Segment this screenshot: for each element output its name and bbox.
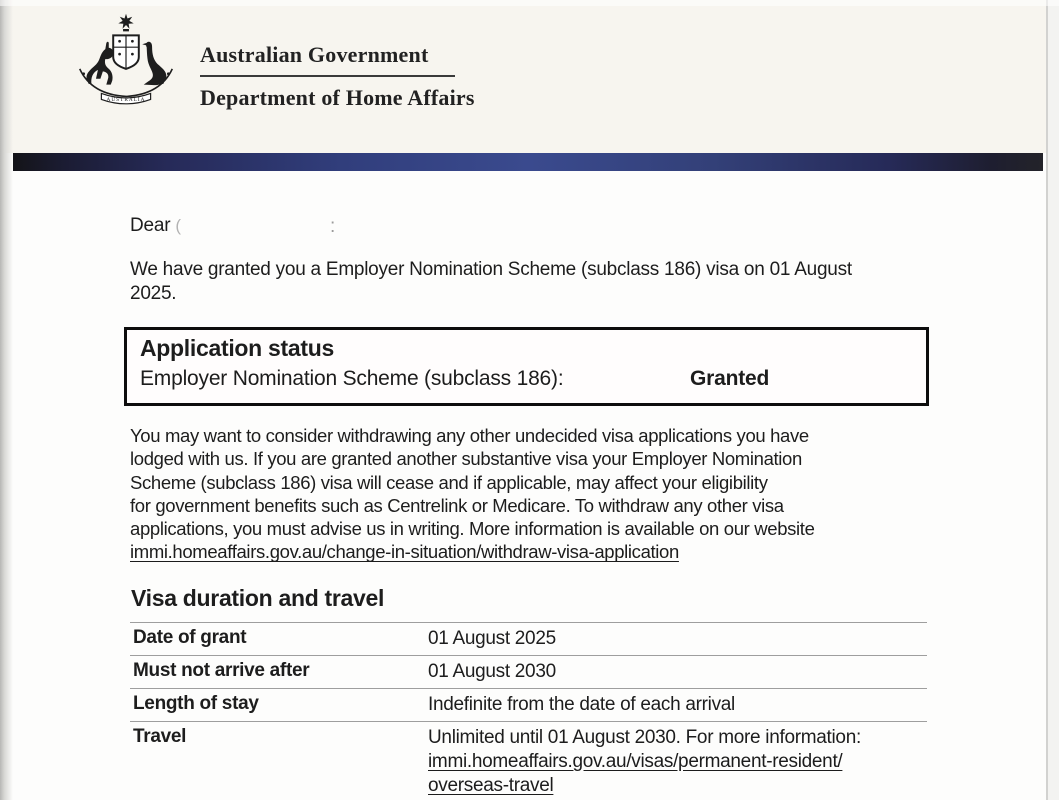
row-value: 01 August 2030 bbox=[428, 661, 556, 682]
row-value bbox=[428, 726, 927, 798]
row-label: Date of grant bbox=[133, 627, 247, 648]
photo-edge-left bbox=[0, 0, 13, 800]
withdraw-line: for government benefits such as Centrelink or Medicare. To withdraw any other visa bbox=[130, 494, 784, 516]
overseas-travel-link[interactable]: overseas-travel bbox=[428, 775, 554, 796]
row-label: Travel bbox=[133, 726, 187, 747]
status-box-title: Application status bbox=[140, 335, 334, 361]
row-value: 01 August 2025 bbox=[428, 628, 556, 649]
visa-duration-section-title: Visa duration and travel bbox=[131, 585, 385, 611]
table-row-must-not-arrive-after bbox=[130, 655, 927, 688]
row-value: Indefinite from the date of each arrival bbox=[428, 694, 735, 715]
salutation-line bbox=[130, 215, 336, 237]
visa-duration-table bbox=[130, 622, 927, 800]
intro-line: We have granted you a Employer Nomination Scheme (subclass 186) visa on 01 August bbox=[130, 259, 852, 280]
salutation-text: Dear bbox=[130, 215, 171, 236]
table-row-travel bbox=[130, 721, 927, 800]
letterhead-titles bbox=[200, 42, 475, 111]
redacted-name-remnant: ( bbox=[175, 216, 181, 235]
withdraw-line: Scheme (subclass 186) visa will cease and if applicable, may affect your eligibility bbox=[130, 471, 768, 493]
withdraw-line: You may want to consider withdrawing any other undecided visa applications you have bbox=[130, 425, 809, 446]
grant-intro-paragraph bbox=[130, 258, 852, 306]
australian-coat-of-arms-icon bbox=[62, 11, 190, 111]
commonwealth-star-icon bbox=[118, 14, 133, 29]
status-granted-value: Granted bbox=[690, 367, 770, 390]
redacted-name-colon: : bbox=[330, 216, 336, 237]
visa-subclass-label: Employer Nomination Scheme (subclass 186): bbox=[140, 367, 564, 390]
row-label: Length of stay bbox=[133, 693, 259, 714]
photo-edge-right bbox=[1046, 0, 1059, 800]
emu-icon bbox=[144, 42, 167, 85]
photo-edge-top bbox=[0, 0, 1059, 6]
intro-line: 2025. bbox=[130, 283, 177, 304]
overseas-travel-link[interactable]: immi.homeaffairs.gov.au/visas/permanent-resident/ bbox=[428, 751, 843, 772]
application-status-box bbox=[124, 327, 929, 406]
table-row-date-of-grant bbox=[130, 622, 927, 655]
status-box-row bbox=[140, 364, 913, 394]
government-title: Australian Government bbox=[200, 42, 429, 67]
withdraw-line: lodged with us. If you are granted another substantive visa your Employer Nomination bbox=[130, 448, 802, 470]
letterhead-divider bbox=[200, 75, 455, 77]
banner-text: AUSTRALIA bbox=[106, 96, 146, 103]
row-label: Must not arrive after bbox=[133, 660, 310, 681]
withdraw-paragraph bbox=[130, 424, 815, 564]
table-row-length-of-stay bbox=[130, 688, 927, 721]
withdraw-visa-application-link[interactable]: immi.homeaffairs.gov.au/change-in-situation/withdraw-visa-application bbox=[130, 541, 679, 563]
kangaroo-icon bbox=[86, 42, 113, 85]
department-title: Department of Home Affairs bbox=[200, 85, 475, 110]
travel-value-text: Unlimited until 01 August 2030. For more information: bbox=[428, 727, 861, 748]
withdraw-line: applications, you must advise us in writing. More information is available on our website bbox=[130, 518, 815, 540]
decorative-gradient-bar bbox=[13, 153, 1043, 171]
